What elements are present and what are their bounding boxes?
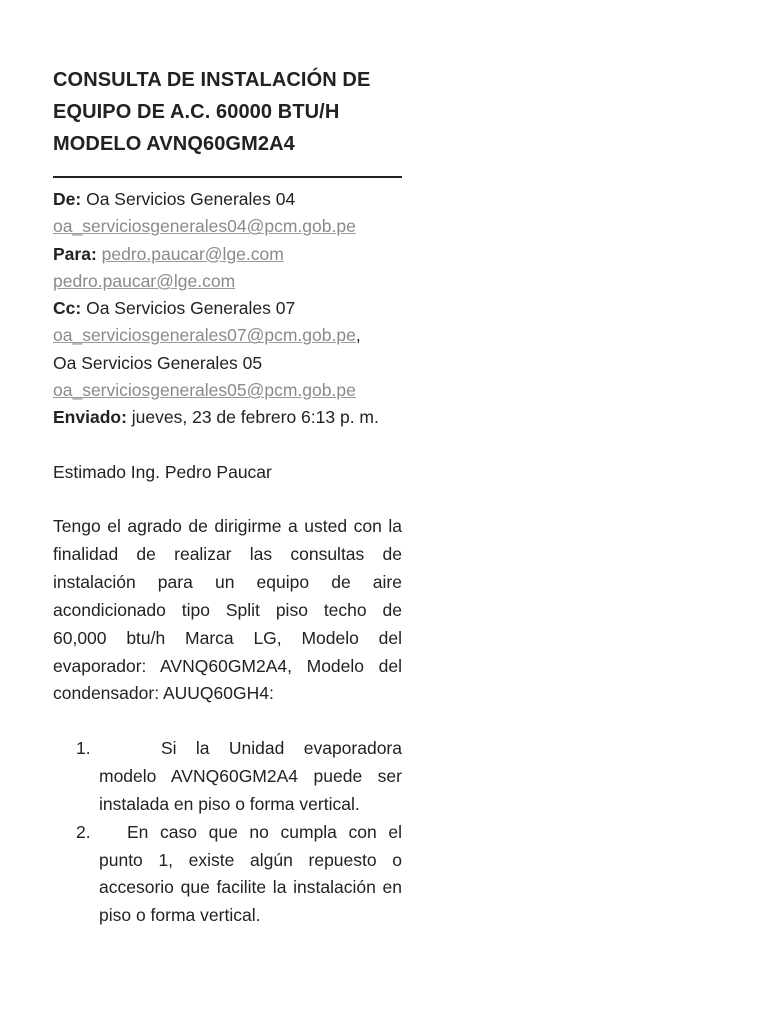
email-header — [53, 186, 402, 432]
from-line — [53, 186, 402, 213]
from-email-link[interactable]: oa_serviciosgenerales04@pcm.gob.pe — [53, 216, 356, 237]
cc-email-link-1[interactable]: oa_serviciosgenerales07@pcm.gob.pe — [53, 325, 356, 346]
document-content — [53, 64, 402, 947]
cc-line — [53, 295, 402, 322]
cc-name-2: Oa Servicios Generales 05 — [53, 352, 263, 373]
from-label: De: — [53, 189, 82, 209]
to-email-link[interactable]: pedro.paucar@lge.com — [101, 243, 284, 264]
list-item — [53, 819, 402, 930]
list-number: 2. — [76, 821, 91, 842]
cc-name-1: Oa Servicios Generales 07 — [86, 298, 296, 319]
title-divider — [53, 176, 402, 178]
to-email-line — [53, 268, 402, 295]
title-line-3: MODELO AVNQ60GM2A4 — [53, 133, 295, 155]
to-line — [53, 241, 402, 268]
list-item — [53, 735, 402, 818]
from-name: Oa Servicios Generales 04 — [86, 189, 296, 209]
sent-value: jueves, 23 de febrero 6:13 p. m. — [131, 407, 379, 428]
to-label: Para: — [53, 243, 97, 264]
to-email-link-2[interactable]: pedro.paucar@lge.com — [53, 270, 236, 291]
title-line-1: CONSULTA DE INSTALACIÓN DE — [53, 69, 371, 91]
consultation-list — [53, 735, 402, 930]
cc-email-line-1 — [53, 322, 402, 349]
cc-separator: , — [355, 325, 361, 346]
cc-email-link-2[interactable]: oa_serviciosgenerales05@pcm.gob.pe — [53, 380, 356, 401]
cc-email-line-2 — [53, 377, 402, 404]
sent-line — [53, 404, 402, 431]
sent-label: Enviado: — [53, 407, 127, 428]
list-number: 1. — [76, 738, 91, 759]
cc-label: Cc: — [53, 298, 82, 319]
body-paragraph: Tengo el agrado de dirigirme a usted con la finalidad de realizar las consultas de instalación para un equipo de aire acondicionado tipo Split piso techo de 60,000 btu/h Marca LG, Modelo del evaporador: AVNQ60GM2A4, Modelo del condensador: AUUQ60GH4: — [53, 515, 402, 704]
greeting: Estimado Ing. Pedro Paucar — [53, 461, 272, 482]
title-line-2: EQUIPO DE A.C. 60000 BTU/H — [53, 101, 340, 123]
from-email-line — [53, 213, 402, 240]
cc-name-line-2 — [53, 350, 402, 377]
list-item-text: En caso que no cumpla con el punto 1, existe algún repuesto o accesorio que facilite la instalación en piso o forma vertical. — [99, 821, 402, 926]
document-title — [53, 64, 402, 160]
list-item-text: Si la Unidad evaporadora modelo AVNQ60GM2A4 puede ser instalada en piso o forma vertical. — [99, 738, 402, 814]
